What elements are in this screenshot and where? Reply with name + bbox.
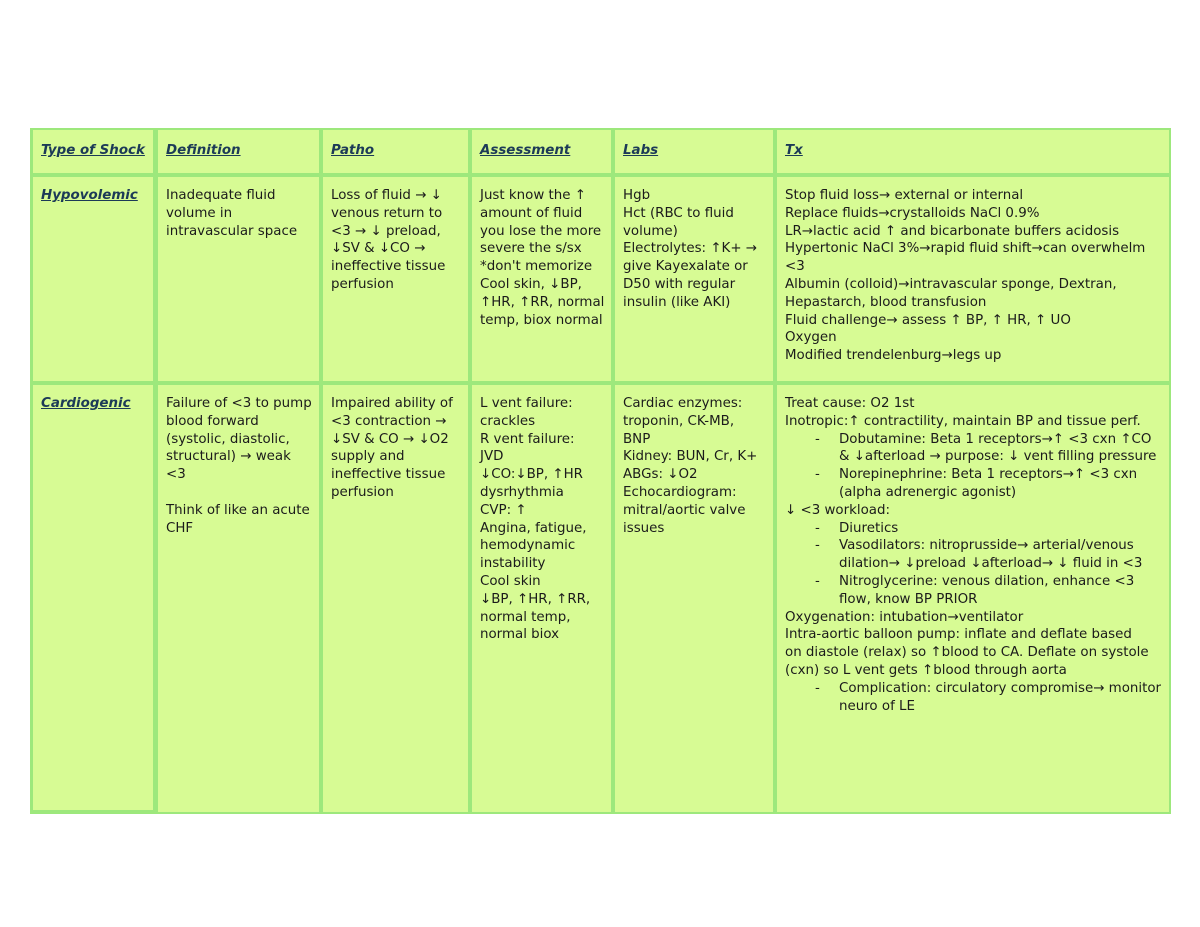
tx-line: Treat cause: O2 1st	[785, 396, 915, 411]
list-item: - Dobutamine: Beta 1 receptors→↑ <3 cxn ↑CO & ↓afterload → purpose: ↓ vent filling pressure	[785, 431, 1163, 467]
row-hypovolemic-definition: Inadequate fluid volume in intravascular space	[156, 175, 321, 383]
tx-line: ↓ <3 workload:	[785, 502, 891, 518]
row-cardiogenic-labs: Cardiac enzymes: troponin, CK-MB, BNP Kidney: BUN, Cr, K+ ABGs: ↓O2 Echocardiogram: mitral/aortic valve issues	[613, 383, 775, 814]
list-item: - Vasodilators: nitroprusside→ arterial/venous dilation→ ↓preload ↓afterload→ ↓ fluid in <3	[785, 537, 1163, 573]
tx-line: Inotropic:↑ contractility, maintain BP and tissue perf.	[785, 413, 1141, 429]
inotrope-list	[785, 431, 1163, 502]
header-definition	[156, 128, 321, 175]
row-label: Hypovolemic	[41, 188, 138, 203]
tx-line: Oxygenation: intubation→ventilator Intra-aortic balloon pump: inflate and deflate based on diastole (relax) so ↑blood to CA. Deflate on systole (cxn) so L vent gets ↑blood through aorta	[785, 609, 1149, 678]
header-label: Definition	[166, 143, 241, 158]
header-label: Type of Shock	[41, 143, 145, 158]
row-label: Cardiogenic	[41, 396, 131, 411]
list-item: - Diuretics	[785, 520, 1163, 538]
header-label: Tx	[785, 143, 803, 158]
row-hypovolemic-assessment: Just know the ↑ amount of fluid you lose the more severe the s/sx *don't memorize Cool skin, ↓BP, ↑HR, ↑RR, normal temp, biox normal	[470, 175, 613, 383]
row-cardiogenic-tx	[775, 383, 1171, 814]
row-cardiogenic-type	[30, 383, 156, 814]
header-label: Assessment	[480, 143, 571, 158]
balloon-list	[785, 680, 1163, 716]
list-item: - Norepinephrine: Beta 1 receptors→↑ <3 cxn (alpha adrenergic agonist)	[785, 466, 1163, 502]
list-item: - Nitroglycerine: venous dilation, enhance <3 flow, know BP PRIOR	[785, 573, 1163, 609]
row-cardiogenic-assessment: L vent failure: crackles R vent failure: JVD ↓CO:↓BP, ↑HR dysrhythmia CVP: ↑ Angina, fatigue, hemodynamic instability Cool skin ↓BP, ↑HR, ↑RR, normal temp, normal biox	[470, 383, 613, 814]
header-assessment	[470, 128, 613, 175]
row-hypovolemic-tx: Stop fluid loss→ external or internal Replace fluids→crystalloids NaCl 0.9% LR→lactic acid ↑ and bicarbonate buffers acidosis Hypertonic NaCl 3%→rapid fluid shift→can overwhelm <3 Albumin (colloid)→intravascular sponge, Dextran, Hepastarch, blood transfusion Fluid challenge→ assess ↑ BP, ↑ HR, ↑ UO Oxygen Modified trendelenburg→legs up	[775, 175, 1171, 383]
header-type-of-shock	[30, 128, 156, 175]
row-hypovolemic-labs: Hgb Hct (RBC to fluid volume) Electrolytes: ↑K+ → give Kayexalate or D50 with regular insulin (like AKI)	[613, 175, 775, 383]
row-cardiogenic-patho: Impaired ability of <3 contraction → ↓SV & CO → ↓O2 supply and ineffective tissue perfusion	[321, 383, 470, 814]
row-cardiogenic-definition: Failure of <3 to pump blood forward (systolic, diastolic, structural) → weak <3 Think of like an acute CHF	[156, 383, 321, 814]
row-hypovolemic-type	[30, 175, 156, 383]
workload-list	[785, 520, 1163, 609]
header-tx	[775, 128, 1171, 175]
row-hypovolemic-patho: Loss of fluid → ↓ venous return to <3 → ↓ preload, ↓SV & ↓CO → ineffective tissue perfusion	[321, 175, 470, 383]
header-labs	[613, 128, 775, 175]
header-patho	[321, 128, 470, 175]
header-label: Patho	[331, 143, 375, 158]
list-item: - Complication: circulatory compromise→ monitor neuro of LE	[785, 680, 1163, 716]
header-label: Labs	[623, 143, 659, 158]
shock-table	[30, 128, 1171, 814]
